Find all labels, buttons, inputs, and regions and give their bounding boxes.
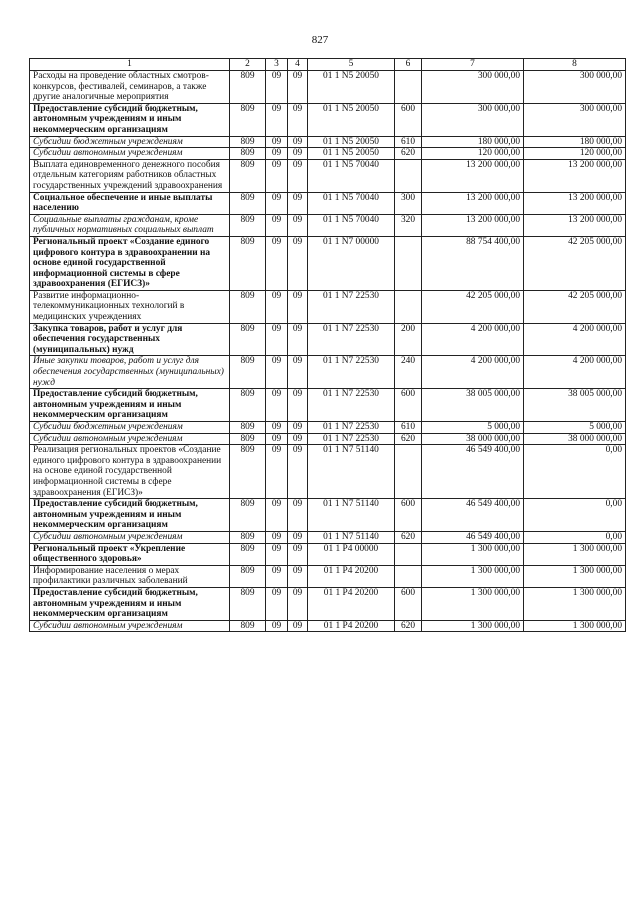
row-cell-c7: 13 200 000,00: [422, 214, 524, 236]
row-cell-c3: 09: [266, 136, 288, 148]
row-cell-c8: 1 300 000,00: [524, 620, 626, 632]
row-cell-c7: 4 200 000,00: [422, 323, 524, 356]
row-cell-c8: 1 300 000,00: [524, 565, 626, 587]
row-cell-c6: [395, 543, 422, 565]
row-description: Информирование населения о мерах профилактики различных заболеваний: [30, 565, 230, 587]
row-cell-c3: 09: [266, 543, 288, 565]
row-cell-c3: 09: [266, 531, 288, 543]
row-cell-c3: 09: [266, 620, 288, 632]
row-cell-c2: 809: [230, 389, 266, 422]
row-cell-c3: 09: [266, 565, 288, 587]
row-description: Субсидии автономным учреждениям: [30, 148, 230, 160]
row-cell-c2: 809: [230, 531, 266, 543]
row-cell-c5: 01 1 N7 51140: [308, 531, 395, 543]
header-cell: 6: [395, 59, 422, 71]
row-cell-c6: [395, 236, 422, 290]
row-cell-c6: 300: [395, 192, 422, 214]
row-cell-c4: 09: [288, 148, 308, 160]
row-cell-c5: 01 1 N5 20050: [308, 148, 395, 160]
row-cell-c6: [395, 565, 422, 587]
row-description: Региональный проект «Укрепление общественного здоровья»: [30, 543, 230, 565]
row-description: Предоставление субсидий бюджетным, автономным учреждениям и иным некоммерческим организациям: [30, 587, 230, 620]
row-description: Субсидии автономным учреждениям: [30, 433, 230, 445]
row-cell-c2: 809: [230, 148, 266, 160]
row-cell-c6: 600: [395, 103, 422, 136]
row-description: Социальные выплаты гражданам, кроме публичных нормативных социальных выплат: [30, 214, 230, 236]
table-row: [30, 71, 626, 104]
row-cell-c8: 0,00: [524, 445, 626, 499]
row-cell-c7: 38 005 000,00: [422, 389, 524, 422]
row-description: Расходы на проведение областных смотров-конкурсов, фестивалей, семинаров, а также другие аналогичные мероприятия: [30, 71, 230, 104]
row-cell-c2: 809: [230, 159, 266, 192]
row-cell-c8: 300 000,00: [524, 71, 626, 104]
row-cell-c2: 809: [230, 499, 266, 532]
row-description: Реализация региональных проектов «Создание единого цифрового контура в здравоохранении на основе единой государственной информационной системы в сфере здравоохранения (ЕГИСЗ)»: [30, 445, 230, 499]
row-cell-c2: 809: [230, 565, 266, 587]
row-cell-c6: 620: [395, 148, 422, 160]
row-cell-c2: 809: [230, 543, 266, 565]
row-cell-c4: 09: [288, 543, 308, 565]
row-cell-c5: 01 1 N5 20050: [308, 103, 395, 136]
row-description: Предоставление субсидий бюджетным, автономным учреждениям и иным некоммерческим организациям: [30, 389, 230, 422]
row-cell-c4: 09: [288, 192, 308, 214]
row-cell-c4: 09: [288, 531, 308, 543]
row-cell-c7: 1 300 000,00: [422, 543, 524, 565]
row-cell-c4: 09: [288, 587, 308, 620]
row-cell-c6: [395, 290, 422, 323]
row-cell-c4: 09: [288, 620, 308, 632]
row-description: Закупка товаров, работ и услуг для обеспечения государственных (муниципальных) нужд: [30, 323, 230, 356]
row-cell-c6: 600: [395, 499, 422, 532]
row-cell-c5: 01 1 N7 22530: [308, 356, 395, 389]
row-description: Субсидии автономным учреждениям: [30, 620, 230, 632]
row-cell-c8: 13 200 000,00: [524, 159, 626, 192]
header-row: [30, 59, 626, 71]
row-cell-c5: 01 1 P4 20200: [308, 565, 395, 587]
row-cell-c2: 809: [230, 323, 266, 356]
row-description: Выплата единовременного денежного пособия отдельным категориям работников областных государственных учреждений здравоохранения: [30, 159, 230, 192]
row-cell-c4: 09: [288, 356, 308, 389]
row-cell-c7: 46 549 400,00: [422, 531, 524, 543]
page-number: 827: [311, 34, 329, 46]
header-cell: 7: [422, 59, 524, 71]
table-row: [30, 620, 626, 632]
table-row: [30, 543, 626, 565]
row-cell-c7: 46 549 400,00: [422, 499, 524, 532]
row-cell-c6: 600: [395, 389, 422, 422]
row-cell-c8: 38 000 000,00: [524, 433, 626, 445]
row-cell-c8: 4 200 000,00: [524, 323, 626, 356]
row-description: Субсидии автономным учреждениям: [30, 531, 230, 543]
row-cell-c5: 01 1 P4 20200: [308, 620, 395, 632]
row-description: Субсидии бюджетным учреждениям: [30, 422, 230, 434]
row-cell-c2: 809: [230, 445, 266, 499]
row-cell-c7: 13 200 000,00: [422, 192, 524, 214]
row-cell-c2: 809: [230, 214, 266, 236]
header-cell: 1: [30, 59, 230, 71]
row-cell-c6: 200: [395, 323, 422, 356]
table-row: [30, 445, 626, 499]
row-cell-c8: 42 205 000,00: [524, 290, 626, 323]
row-cell-c2: 809: [230, 433, 266, 445]
row-cell-c3: 09: [266, 214, 288, 236]
row-cell-c5: 01 1 N7 00000: [308, 236, 395, 290]
table-row: [30, 103, 626, 136]
row-description: Развитие информационно-телекоммуникационных технологий в медицинских учреждениях: [30, 290, 230, 323]
row-cell-c8: 4 200 000,00: [524, 356, 626, 389]
row-cell-c7: 180 000,00: [422, 136, 524, 148]
row-cell-c5: 01 1 N5 70040: [308, 159, 395, 192]
row-cell-c7: 42 205 000,00: [422, 290, 524, 323]
row-cell-c5: 01 1 N7 22530: [308, 433, 395, 445]
row-cell-c3: 09: [266, 159, 288, 192]
row-cell-c4: 09: [288, 422, 308, 434]
header-cell: 5: [308, 59, 395, 71]
row-cell-c8: 42 205 000,00: [524, 236, 626, 290]
table-row: [30, 290, 626, 323]
row-cell-c6: 610: [395, 422, 422, 434]
row-cell-c5: 01 1 N7 22530: [308, 422, 395, 434]
row-cell-c5: 01 1 P4 00000: [308, 543, 395, 565]
row-cell-c8: 120 000,00: [524, 148, 626, 160]
row-cell-c7: 300 000,00: [422, 103, 524, 136]
row-cell-c3: 09: [266, 422, 288, 434]
row-cell-c8: 5 000,00: [524, 422, 626, 434]
row-cell-c3: 09: [266, 290, 288, 323]
row-cell-c3: 09: [266, 445, 288, 499]
row-description: Предоставление субсидий бюджетным, автономным учреждениям и иным некоммерческим организациям: [30, 103, 230, 136]
row-cell-c8: 1 300 000,00: [524, 543, 626, 565]
table-row: [30, 159, 626, 192]
table-row: [30, 499, 626, 532]
row-cell-c5: 01 1 N5 70040: [308, 192, 395, 214]
row-cell-c7: 46 549 400,00: [422, 445, 524, 499]
row-description: Иные закупки товаров, работ и услуг для обеспечения государственных (муниципальных) нужд: [30, 356, 230, 389]
row-cell-c6: 620: [395, 433, 422, 445]
row-cell-c3: 09: [266, 356, 288, 389]
row-cell-c6: [395, 159, 422, 192]
row-cell-c4: 09: [288, 136, 308, 148]
row-cell-c2: 809: [230, 136, 266, 148]
table-row: [30, 323, 626, 356]
header-cell: 3: [266, 59, 288, 71]
row-cell-c4: 09: [288, 445, 308, 499]
row-cell-c5: 01 1 N7 51140: [308, 445, 395, 499]
row-cell-c7: 88 754 400,00: [422, 236, 524, 290]
row-cell-c6: 600: [395, 587, 422, 620]
row-cell-c6: [395, 71, 422, 104]
table-row: [30, 422, 626, 434]
row-cell-c3: 09: [266, 433, 288, 445]
row-cell-c4: 09: [288, 565, 308, 587]
row-cell-c2: 809: [230, 356, 266, 389]
table-row: [30, 433, 626, 445]
row-cell-c2: 809: [230, 620, 266, 632]
row-cell-c7: 38 000 000,00: [422, 433, 524, 445]
row-cell-c7: 4 200 000,00: [422, 356, 524, 389]
row-description: Региональный проект «Создание единого цифрового контура в здравоохранении на основе единой государственной информационной системы в сфере здравоохранения (ЕГИСЗ)»: [30, 236, 230, 290]
table-row: [30, 356, 626, 389]
row-cell-c3: 09: [266, 499, 288, 532]
table-row: [30, 531, 626, 543]
row-cell-c7: 5 000,00: [422, 422, 524, 434]
header-cell: 4: [288, 59, 308, 71]
row-cell-c8: 13 200 000,00: [524, 192, 626, 214]
row-cell-c4: 09: [288, 499, 308, 532]
row-cell-c3: 09: [266, 389, 288, 422]
row-cell-c2: 809: [230, 71, 266, 104]
row-cell-c7: 13 200 000,00: [422, 159, 524, 192]
row-cell-c8: 13 200 000,00: [524, 214, 626, 236]
row-description: Предоставление субсидий бюджетным, автономным учреждениям и иным некоммерческим организациям: [30, 499, 230, 532]
row-cell-c4: 09: [288, 389, 308, 422]
table-row: [30, 192, 626, 214]
table-row: [30, 389, 626, 422]
row-cell-c6: 620: [395, 531, 422, 543]
row-cell-c3: 09: [266, 148, 288, 160]
row-cell-c2: 809: [230, 236, 266, 290]
row-cell-c4: 09: [288, 236, 308, 290]
row-cell-c6: 620: [395, 620, 422, 632]
row-cell-c4: 09: [288, 433, 308, 445]
row-cell-c4: 09: [288, 214, 308, 236]
row-cell-c7: 1 300 000,00: [422, 620, 524, 632]
row-cell-c3: 09: [266, 192, 288, 214]
row-cell-c3: 09: [266, 103, 288, 136]
row-cell-c6: 610: [395, 136, 422, 148]
row-cell-c4: 09: [288, 323, 308, 356]
row-cell-c5: 01 1 N5 70040: [308, 214, 395, 236]
row-cell-c8: 300 000,00: [524, 103, 626, 136]
row-cell-c3: 09: [266, 236, 288, 290]
row-cell-c8: 0,00: [524, 499, 626, 532]
row-cell-c3: 09: [266, 71, 288, 104]
row-cell-c7: 1 300 000,00: [422, 565, 524, 587]
row-cell-c5: 01 1 P4 20200: [308, 587, 395, 620]
row-cell-c8: 38 005 000,00: [524, 389, 626, 422]
row-cell-c6: [395, 445, 422, 499]
row-cell-c7: 120 000,00: [422, 148, 524, 160]
row-cell-c5: 01 1 N5 20050: [308, 136, 395, 148]
header-cell: 8: [524, 59, 626, 71]
row-cell-c5: 01 1 N5 20050: [308, 71, 395, 104]
row-cell-c3: 09: [266, 587, 288, 620]
row-cell-c2: 809: [230, 103, 266, 136]
row-cell-c5: 01 1 N7 51140: [308, 499, 395, 532]
table-row: [30, 565, 626, 587]
row-cell-c4: 09: [288, 159, 308, 192]
budget-table: [29, 58, 626, 632]
row-cell-c2: 809: [230, 192, 266, 214]
table-row: [30, 236, 626, 290]
header-cell: 2: [230, 59, 266, 71]
row-cell-c2: 809: [230, 587, 266, 620]
table-row: [30, 148, 626, 160]
row-cell-c2: 809: [230, 290, 266, 323]
row-cell-c4: 09: [288, 103, 308, 136]
row-cell-c5: 01 1 N7 22530: [308, 290, 395, 323]
row-cell-c5: 01 1 N7 22530: [308, 389, 395, 422]
row-cell-c4: 09: [288, 71, 308, 104]
row-cell-c6: 240: [395, 356, 422, 389]
table-row: [30, 214, 626, 236]
table-row: [30, 136, 626, 148]
table-row: [30, 587, 626, 620]
row-cell-c8: 1 300 000,00: [524, 587, 626, 620]
row-cell-c8: 180 000,00: [524, 136, 626, 148]
row-cell-c4: 09: [288, 290, 308, 323]
row-cell-c6: 320: [395, 214, 422, 236]
row-cell-c2: 809: [230, 422, 266, 434]
row-cell-c8: 0,00: [524, 531, 626, 543]
row-cell-c3: 09: [266, 323, 288, 356]
row-description: Субсидии бюджетным учреждениям: [30, 136, 230, 148]
row-description: Социальное обеспечение и иные выплаты населению: [30, 192, 230, 214]
row-cell-c7: 1 300 000,00: [422, 587, 524, 620]
row-cell-c7: 300 000,00: [422, 71, 524, 104]
row-cell-c5: 01 1 N7 22530: [308, 323, 395, 356]
